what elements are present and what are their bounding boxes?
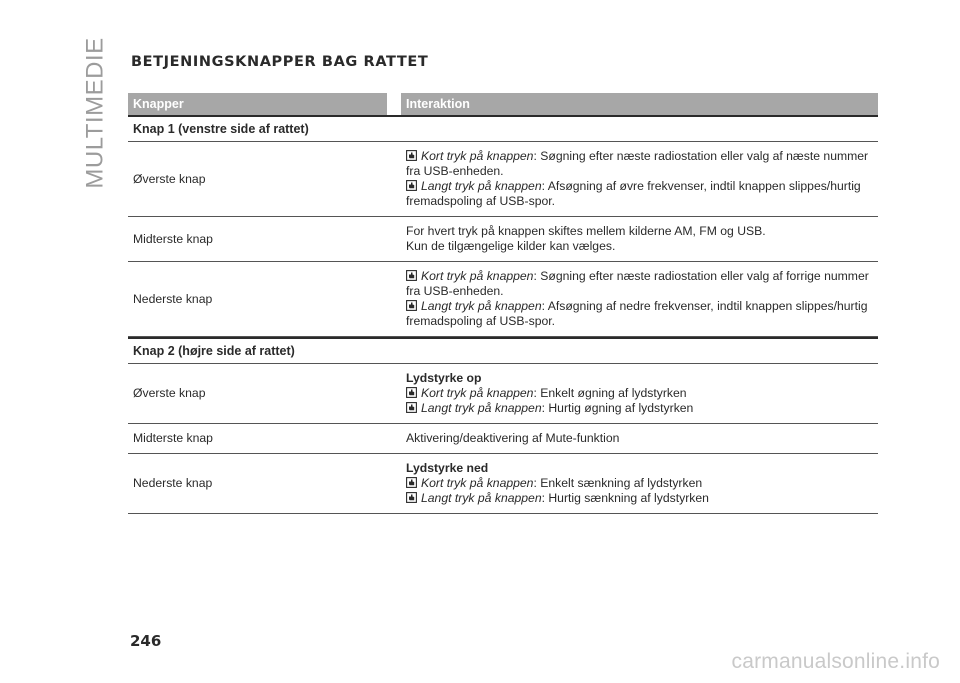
chapter-side-title <box>82 36 110 189</box>
chapter-side-title-text: MULTIMEDIE <box>82 36 110 189</box>
press-type-label: Langt tryk på knappen <box>421 299 542 313</box>
interaction-line <box>406 269 878 299</box>
interaction-line <box>406 491 878 506</box>
hand-press-icon <box>406 492 417 503</box>
table-row <box>128 262 878 337</box>
column-header-buttons: Knapper <box>128 93 387 115</box>
table-row <box>128 454 878 514</box>
interaction-text: For hvert tryk på knappen skiftes mellem kilderne AM, FM og USB. <box>406 224 766 238</box>
interaction-cell <box>401 262 878 336</box>
interaction-line <box>406 179 878 209</box>
interaction-line <box>406 371 878 386</box>
press-type-label: Kort tryk på knappen <box>421 476 534 490</box>
section-title: Knap 1 (venstre side af rattet) <box>128 115 878 142</box>
press-type-label: Kort tryk på knappen <box>421 269 534 283</box>
interaction-text: : Afsøgning af øvre frekvenser, indtil knappen slippes/hurtig fremadspoling af USB-spor. <box>406 179 861 208</box>
press-type-label: Langt tryk på knappen <box>421 179 542 193</box>
column-header-interaction: Interaktion <box>401 93 878 115</box>
interaction-line <box>406 224 878 239</box>
interaction-text: : Hurtig sænkning af lydstyrken <box>541 491 709 505</box>
interaction-line <box>406 386 878 401</box>
interaction-text: : Hurtig øgning af lydstyrken <box>541 401 694 415</box>
press-type-label: Langt tryk på knappen <box>421 401 542 415</box>
page-title: BETJENINGSKNAPPER BAG RATTET <box>131 54 429 70</box>
button-name: Midterste knap <box>133 231 213 246</box>
page-number: 246 <box>130 632 162 650</box>
section-title: Knap 2 (højre side af rattet) <box>128 337 878 364</box>
button-name: Midterste knap <box>133 431 213 445</box>
watermark-text: carmanualsonline.info <box>731 650 940 673</box>
interaction-text: : Enkelt øgning af lydstyrken <box>533 386 687 400</box>
hand-press-icon <box>406 477 417 488</box>
interaction-line <box>406 401 878 416</box>
hand-press-icon <box>406 387 417 398</box>
button-name: Nederste knap <box>133 476 213 490</box>
function-label: Lydstyrke op <box>406 371 482 385</box>
hand-press-icon <box>406 270 417 281</box>
interaction-cell <box>401 424 878 453</box>
button-name: Øverste knap <box>133 171 206 186</box>
hand-press-icon <box>406 180 417 191</box>
interaction-text: : Afsøgning af nedre frekvenser, indtil knappen slippes/hurtig fremadspoling af USB-spor. <box>406 299 868 328</box>
interaction-cell <box>401 364 878 423</box>
interaction-text: Kun de tilgængelige kilder kan vælges. <box>406 239 616 253</box>
button-name: Øverste knap <box>133 386 206 400</box>
interaction-cell <box>401 217 878 261</box>
table-header <box>128 93 878 115</box>
table-body <box>128 115 878 514</box>
interaction-text: : Søgning efter næste radiostation eller valg af næste nummer fra USB-enheden. <box>406 149 869 178</box>
table-row <box>128 217 878 262</box>
table-row <box>128 142 878 217</box>
interaction-text: Aktivering/deaktivering af Mute-funktion <box>406 431 620 445</box>
interaction-text: : Søgning efter næste radiostation eller valg af forrige nummer fra USB-enheden. <box>406 269 869 298</box>
press-type-label: Kort tryk på knappen <box>421 386 534 400</box>
table-row <box>128 364 878 424</box>
hand-press-icon <box>406 402 417 413</box>
button-name: Nederste knap <box>133 291 213 306</box>
interaction-line <box>406 476 878 491</box>
interaction-text: : Enkelt sænkning af lydstyrken <box>533 476 703 490</box>
interaction-line <box>406 149 878 179</box>
interaction-line <box>406 461 878 476</box>
interaction-line <box>406 239 878 254</box>
function-label: Lydstyrke ned <box>406 461 489 475</box>
interaction-cell <box>401 454 878 513</box>
press-type-label: Kort tryk på knappen <box>421 149 534 163</box>
interaction-line <box>406 299 878 329</box>
press-type-label: Langt tryk på knappen <box>421 491 542 505</box>
hand-press-icon <box>406 150 417 161</box>
interaction-cell <box>401 142 878 216</box>
buttons-table <box>128 93 878 514</box>
table-row <box>128 424 878 454</box>
hand-press-icon <box>406 300 417 311</box>
interaction-line <box>406 431 878 446</box>
